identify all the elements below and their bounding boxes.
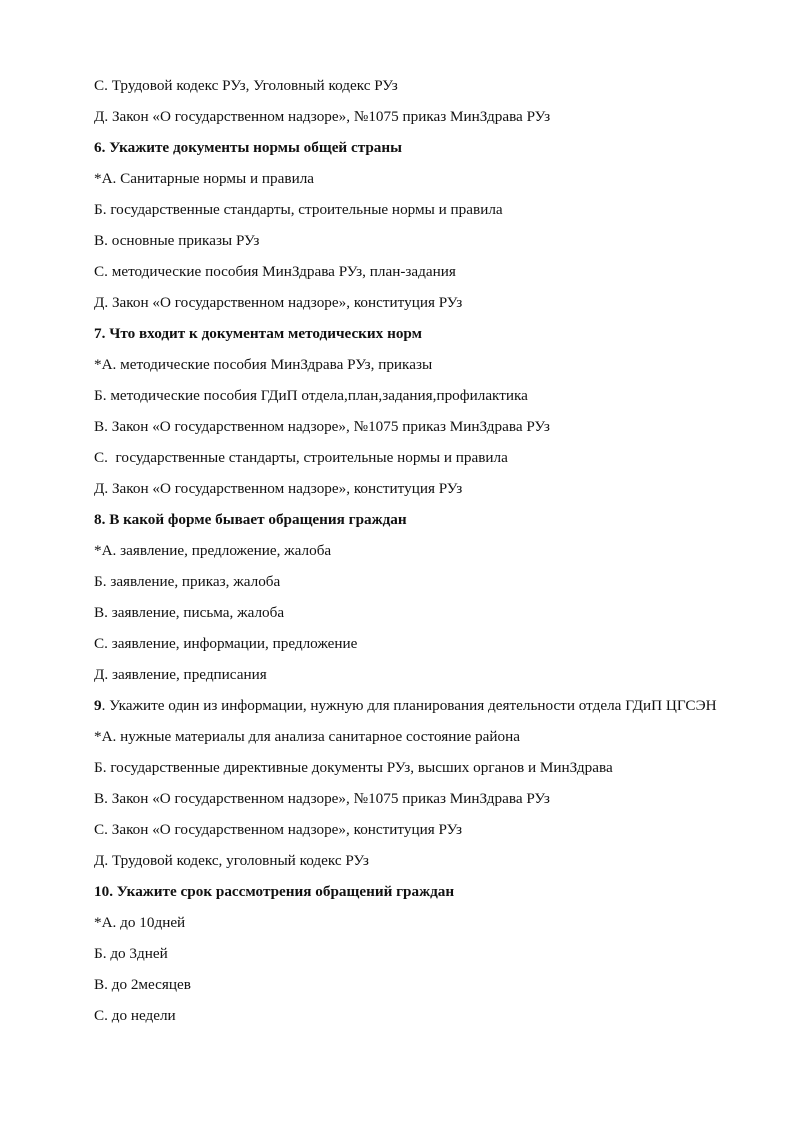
answer-line: С. государственные стандарты, строительные нормы и правила xyxy=(94,449,508,466)
answer-line: Д. Закон «О государственном надзоре», конституция РУз xyxy=(94,294,463,311)
question-text: . Укажите один из информации, нужную для планирования деятельности отдела ГДиП ЦГСЭН xyxy=(101,697,717,714)
question-title xyxy=(94,696,740,716)
answer-line: *А. методические пособия МинЗдрава РУз, приказы xyxy=(94,356,433,373)
answer-line: *А. Санитарные нормы и правила xyxy=(94,170,315,187)
answer-line: С. методические пособия МинЗдрава РУз, план-задания xyxy=(94,263,456,280)
answer-line: Д. заявление, предписания xyxy=(94,666,267,683)
answer-line: Б. государственные стандарты, строительные нормы и правила xyxy=(94,201,503,218)
answer-line: Б. методические пособия ГДиП отдела,план,задания,профилактика xyxy=(94,387,528,404)
answer-line: Б. государственные директивные документы РУз, высших органов и МинЗдрава xyxy=(94,759,613,776)
answer-line: В. заявление, письма, жалоба xyxy=(94,604,285,621)
question-title: 10. Укажите срок рассмотрения обращений граждан xyxy=(94,883,455,900)
answer-line: В. Закон «О государственном надзоре», №1075 приказ МинЗдрава РУз xyxy=(94,418,550,435)
answer-line: В. основные приказы РУз xyxy=(94,232,260,249)
answer-line: Д. Трудовой кодекс, уголовный кодекс РУз xyxy=(94,852,369,869)
answer-line: С. Закон «О государственном надзоре», конституция РУз xyxy=(94,821,462,838)
answer-line: Б. заявление, приказ, жалоба xyxy=(94,573,281,590)
answer-line: Б. до 3дней xyxy=(94,945,168,962)
answer-line: В. Закон «О государственном надзоре», №1075 приказ МинЗдрава РУз xyxy=(94,790,550,807)
question-title: 8. В какой форме бывает обращения граждан xyxy=(94,511,407,528)
answer-line: В. до 2месяцев xyxy=(94,976,191,993)
answer-line: Д. Закон «О государственном надзоре», №1075 приказ МинЗдрава РУз xyxy=(94,108,551,125)
question-title: 6. Укажите документы нормы общей страны xyxy=(94,139,403,156)
answer-line: С. Трудовой кодекс РУз, Уголовный кодекс РУз xyxy=(94,77,398,94)
answer-line: *А. нужные материалы для анализа санитарное состояние района xyxy=(94,728,520,745)
answer-line: С. до недели xyxy=(94,1007,176,1024)
answer-line: *А. заявление, предложение, жалоба xyxy=(94,542,332,559)
question-number: 9 xyxy=(94,697,102,714)
answer-line: *А. до 10дней xyxy=(94,914,186,931)
answer-line: С. заявление, информации, предложение xyxy=(94,635,358,652)
answer-line: Д. Закон «О государственном надзоре», конституция РУз xyxy=(94,480,463,497)
question-title: 7. Что входит к документам методических норм xyxy=(94,325,422,342)
